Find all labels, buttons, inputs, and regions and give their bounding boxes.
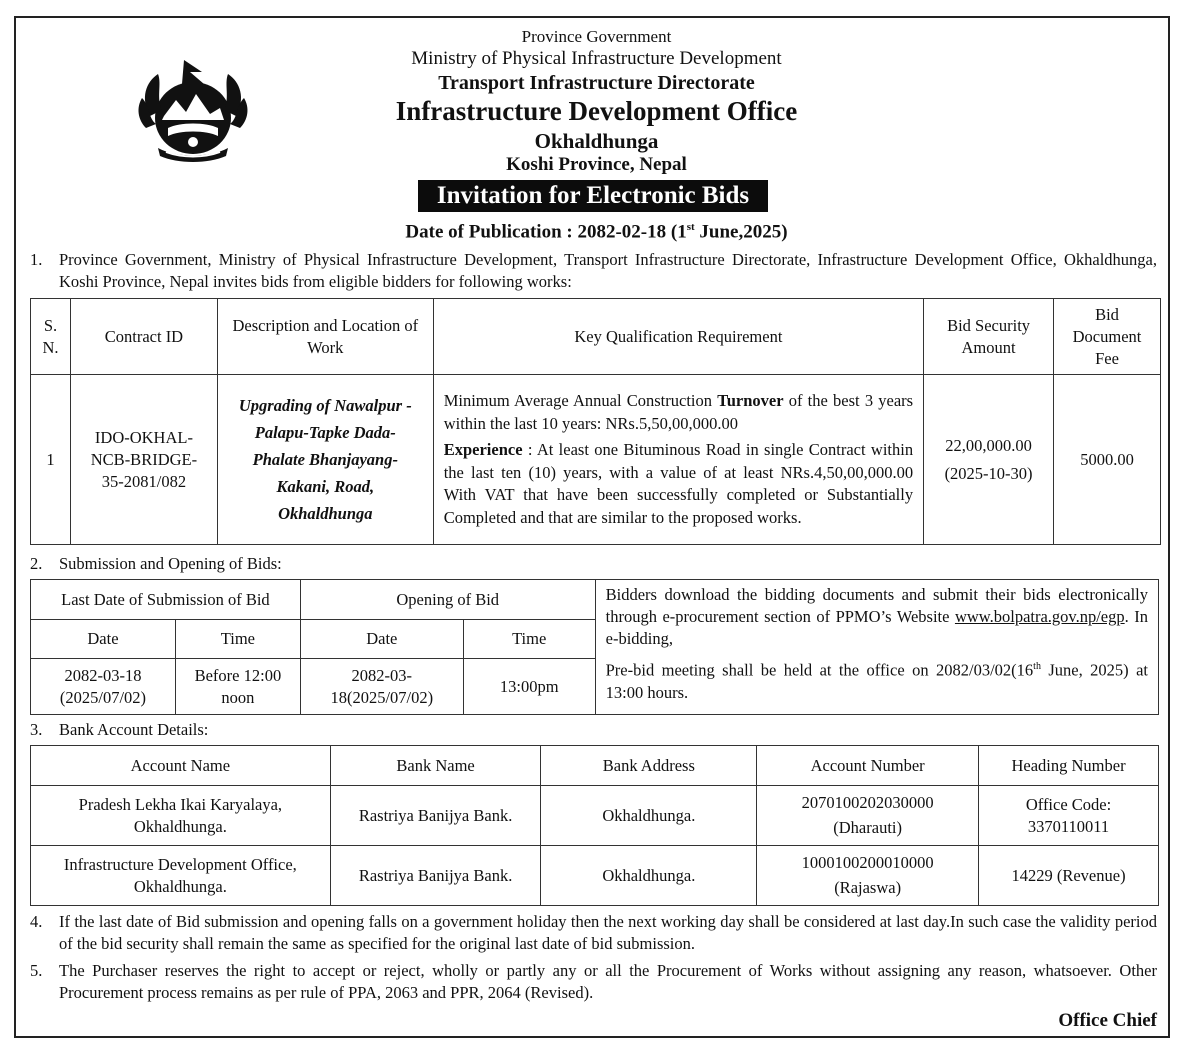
account-number-value: 2070100202030000 xyxy=(801,793,934,812)
section-4-text: If the last date of Bid submission and opening falls on a government holiday then the next working day shall be considered at last day.In such case the validity period of the bid security shall remain the same as specified for the original last date of bid submission. xyxy=(59,912,1157,953)
section-2-title: Submission and Opening of Bids: xyxy=(59,554,282,573)
submission-time-label: Time xyxy=(175,620,300,659)
works-table-header-row xyxy=(31,299,1161,375)
submission-time: Before 12:00 noon xyxy=(175,659,300,715)
section-1-number: 1. xyxy=(30,250,43,269)
col-qualification: Key Qualification Requirement xyxy=(433,299,923,375)
heading-number: 14229 (Revenue) xyxy=(979,846,1159,906)
row-qualification xyxy=(433,375,923,545)
section-4-number: 4. xyxy=(30,912,43,931)
account-number-value: 1000100200010000 xyxy=(801,853,934,872)
account-type: (Dharauti) xyxy=(833,818,902,837)
row-description: Upgrading of Nawalpur -Palapu-Tapke Dada-Phalate Bhanjayang-Kakani, Road, Okhaldhunga xyxy=(217,375,433,545)
bank-name: Rastriya Banijya Bank. xyxy=(330,846,541,906)
opening-time-label: Time xyxy=(463,620,595,659)
account-name: Infrastructure Development Office, Okhaldhunga. xyxy=(31,846,331,906)
header-province-government: Province Government xyxy=(521,27,672,46)
works-table xyxy=(30,298,1161,545)
table-row xyxy=(31,786,1159,846)
section-3-title: Bank Account Details: xyxy=(59,720,209,739)
submission-date: 2082-03-18 (2025/07/02) xyxy=(31,659,176,715)
submission-instructions: Bidders download the bidding documents and submit their bids electronically through e-procurement section of PPMO’s Website www.bolpatra.gov.np/egp. In e-bidding, xyxy=(605,585,1148,648)
section-2-number: 2. xyxy=(30,554,43,573)
col-bank-name: Bank Name xyxy=(330,746,541,786)
bank-address: Okhaldhunga. xyxy=(541,786,757,846)
col-doc-fee: Bid Document Fee xyxy=(1054,299,1161,375)
col-bank-address: Bank Address xyxy=(541,746,757,786)
section-3-number: 3. xyxy=(30,720,43,739)
account-number xyxy=(757,786,979,846)
opening-header: Opening of Bid xyxy=(300,580,595,620)
table-row xyxy=(31,375,1161,545)
col-account-name: Account Name xyxy=(31,746,331,786)
signature-office-chief: Office Chief xyxy=(1058,1010,1157,1031)
section-1-text: Province Government, Ministry of Physical Infrastructure Development, Transport Infrastructure Directorate, Infrastructure Development Office, Okhaldhunga, Koshi Province, Nepal invites bids from eligible bidders for following works: xyxy=(59,250,1157,291)
opening-date: 2082-03-18(2025/07/02) xyxy=(300,659,463,715)
bolpatra-link[interactable]: www.bolpatra.gov.np/egp xyxy=(954,607,1125,626)
opening-time: 13:00pm xyxy=(463,659,595,715)
col-sn: S. N. xyxy=(31,299,71,375)
header-district: Okhaldhunga xyxy=(534,129,659,153)
experience-requirement: Experience : At least one Bituminous Road in single Contract within the last ten (10) years, with a value of at least NRs.4,50,00,000.00 With VAT that have been successfully completed or Substantially Completed and that are similar to the proposed works. xyxy=(443,440,914,527)
account-type: (Rajaswa) xyxy=(834,878,902,897)
header-province-country: Koshi Province, Nepal xyxy=(506,154,687,175)
section-5-text: The Purchaser reserves the right to accept or reject, wholly or partly any or all the Procurement of Works without assigning any reason, whatsoever. Other Procurement process remains as per rule of PPA, 2063 and PPR, 2064 (Revised). xyxy=(59,961,1157,1002)
row-doc-fee: 5000.00 xyxy=(1054,375,1161,545)
row-sn: 1 xyxy=(31,375,71,545)
bid-security-validity: (2025-10-30) xyxy=(944,463,1033,483)
row-contract-id: IDO-OKHAL-NCB-BRIDGE-35-2081/082 xyxy=(70,375,217,545)
last-date-header: Last Date of Submission of Bid xyxy=(31,580,301,620)
col-contract-id: Contract ID xyxy=(70,299,217,375)
table-row xyxy=(31,846,1159,906)
heading-number: Office Code: 3370110011 xyxy=(979,786,1159,846)
submission-date-label: Date xyxy=(31,620,176,659)
prebid-meeting-note: Pre-bid meeting shall be held at the office on 2082/03/02(16th June, 2025) at 13:00 hours. xyxy=(605,660,1148,702)
notice-title-banner: Invitation for Electronic Bids xyxy=(418,180,768,212)
turnover-requirement: Minimum Average Annual Construction Turnover of the best 3 years within the last 10 years: NRs.5,50,00,000.00 xyxy=(443,391,914,433)
bank-table-header-row xyxy=(31,746,1159,786)
col-heading-number: Heading Number xyxy=(979,746,1159,786)
row-bid-security xyxy=(924,375,1054,545)
col-description: Description and Location of Work xyxy=(217,299,433,375)
header-office-name: Infrastructure Development Office xyxy=(395,96,798,126)
col-account-number: Account Number xyxy=(757,746,979,786)
opening-date-label: Date xyxy=(300,620,463,659)
header-directorate: Transport Infrastructure Directorate xyxy=(438,72,755,94)
bank-name: Rastriya Banijya Bank. xyxy=(330,786,541,846)
bid-security-amount: 22,00,000.00 xyxy=(945,435,1032,455)
submission-note xyxy=(595,580,1158,715)
submission-table xyxy=(30,579,1159,715)
section-5-number: 5. xyxy=(30,961,43,980)
account-name: Pradesh Lekha Ikai Karyalaya, Okhaldhunga. xyxy=(31,786,331,846)
bank-address: Okhaldhunga. xyxy=(541,846,757,906)
header-ministry: Ministry of Physical Infrastructure Development xyxy=(411,48,782,69)
bank-account-table xyxy=(30,745,1159,906)
account-number xyxy=(757,846,979,906)
publication-date: Date of Publication : 2082-02-18 (1st June,2025) xyxy=(405,221,788,243)
col-bid-security: Bid Security Amount xyxy=(924,299,1054,375)
